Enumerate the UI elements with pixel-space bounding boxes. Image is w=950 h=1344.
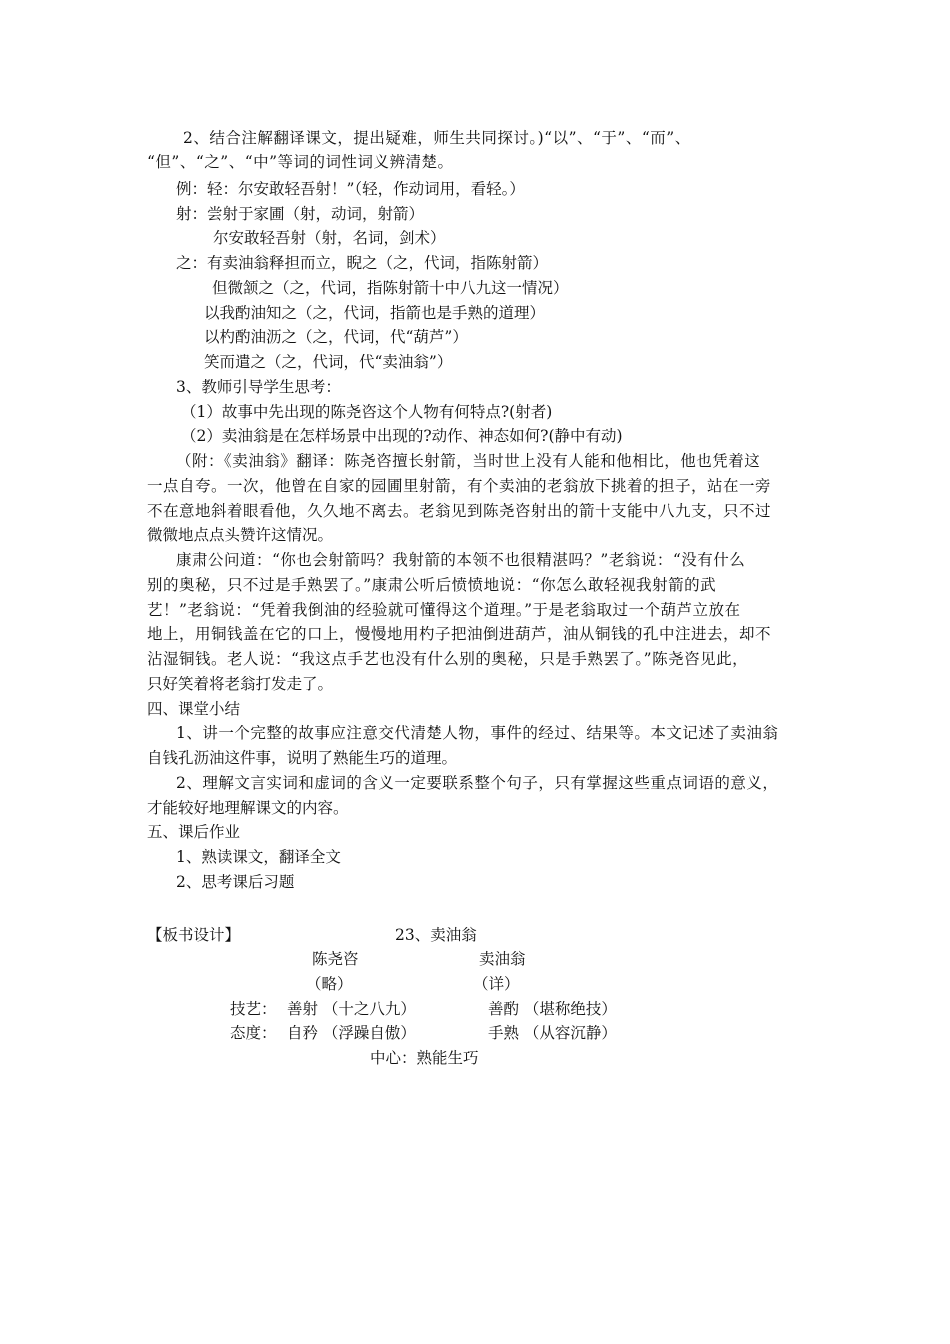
text-line: （附：《卖油翁》翻译：陈尧咨擅长射箭，当时世上没有人能和他相比，他也凭着这 xyxy=(176,452,761,470)
text-line: 以杓酌油沥之（之，代词，代“葫芦”） xyxy=(204,328,468,346)
board-right-note: （详） xyxy=(473,975,520,993)
board-center: 中心：熟能生巧 xyxy=(370,1049,479,1067)
board-heading: 【板书设计】 xyxy=(147,926,241,944)
text-line: 射：尝射于家圃（射，动词，射箭） xyxy=(176,205,425,223)
board-title: 23、卖油翁 xyxy=(395,926,477,944)
text-line: 2、理解文言实词和虚词的含义一定要联系整个句子，只有掌握这些重点词语的意义， xyxy=(176,774,779,792)
text-line: 微微地点点头赞许这情况。 xyxy=(147,526,334,544)
board-attitude-left: 自矜 （浮躁自傲） xyxy=(287,1024,416,1042)
text-line: 之：有卖油翁释担而立，睨之（之，代词，指陈射箭） xyxy=(176,254,549,272)
text-line: 但微颔之（之，代词，指陈射箭十中八九这一情况） xyxy=(212,279,569,297)
text-line: 地上，用铜钱盖在它的口上，慢慢地用杓子把油倒进葫芦，油从铜钱的孔中注进去，却不 xyxy=(147,625,772,643)
text-line: 尔安敢轻吾射（射，名词，剑术） xyxy=(213,229,446,247)
text-line: “但”、“之”、“中”等词的词性词义辨清楚。 xyxy=(147,153,454,171)
board-skill-left: 善射 （十之八九） xyxy=(287,1000,416,1018)
text-line: 1、讲一个完整的故事应注意交代清楚人物，事件的经过、结果等。本文记述了卖油翁 xyxy=(176,724,779,742)
board-skill-label: 技艺： xyxy=(230,1000,277,1018)
text-line: 2、思考课后习题 xyxy=(176,873,295,891)
text-line: 例：轻：尔安敢轻吾射！”（轻，作动词用，看轻。） xyxy=(176,180,525,198)
text-line: 沾湿铜钱。老人说：“我这点手艺也没有什么别的奥秘，只是手熟罢了。”陈尧咨见此， xyxy=(147,650,749,668)
board-left-name: 陈尧咨 xyxy=(312,950,359,968)
text-line: 只好笑着将老翁打发走了。 xyxy=(147,675,334,693)
section-heading: 四、课堂小结 xyxy=(147,700,241,718)
text-line: 2、结合注解翻译课文，提出疑难，师生共同探讨。)“以”、“于”、“而”、 xyxy=(183,129,691,147)
board-left-note: （略） xyxy=(306,975,353,993)
text-line: 艺！”老翁说：“凭着我倒油的经验就可懂得这个道理。”于是老翁取过一个葫芦立放在 xyxy=(147,601,741,619)
section-heading: 五、课后作业 xyxy=(147,823,241,841)
text-line: 别的奥秘，只不过是手熟罢了。”康肃公听后愤愤地说：“你怎么敢轻视我射箭的武 xyxy=(147,576,717,594)
board-skill-right: 善酌 （堪称绝技） xyxy=(488,1000,617,1018)
text-line: 自钱孔沥油这件事，说明了熟能生巧的道理。 xyxy=(147,749,458,767)
board-attitude-right: 手熟 （从容沉静） xyxy=(488,1024,617,1042)
text-line: 一点自夸。一次，他曾在自家的园圃里射箭，有个卖油的老翁放下挑着的担子，站在一旁 xyxy=(147,477,772,495)
board-attitude-label: 态度： xyxy=(230,1024,277,1042)
text-line: （1）故事中先出现的陈尧咨这个人物有何特点?(射者) xyxy=(181,403,553,421)
board-right-name: 卖油翁 xyxy=(479,950,526,968)
text-line: 以我酌油知之（之，代词，指箭也是手熟的道理） xyxy=(204,304,546,322)
text-line: 笑而遣之（之，代词，代“卖油翁”） xyxy=(204,353,453,371)
text-line: 3、教师引导学生思考： xyxy=(176,378,341,396)
text-line: 康肃公问道：“你也会射箭吗？我射箭的本领不也很精湛吗？”老翁说：“没有什么 xyxy=(176,551,746,569)
text-line: 才能较好地理解课文的内容。 xyxy=(147,799,349,817)
text-line: 不在意地斜着眼看他，久久地不离去。老翁见到陈尧咨射出的箭十支能中八九支，只不过 xyxy=(147,502,772,520)
text-line: 1、熟读课文，翻译全文 xyxy=(176,848,341,866)
text-line: （2）卖油翁是在怎样场景中出现的?动作、神态如何?(静中有动) xyxy=(181,427,623,445)
